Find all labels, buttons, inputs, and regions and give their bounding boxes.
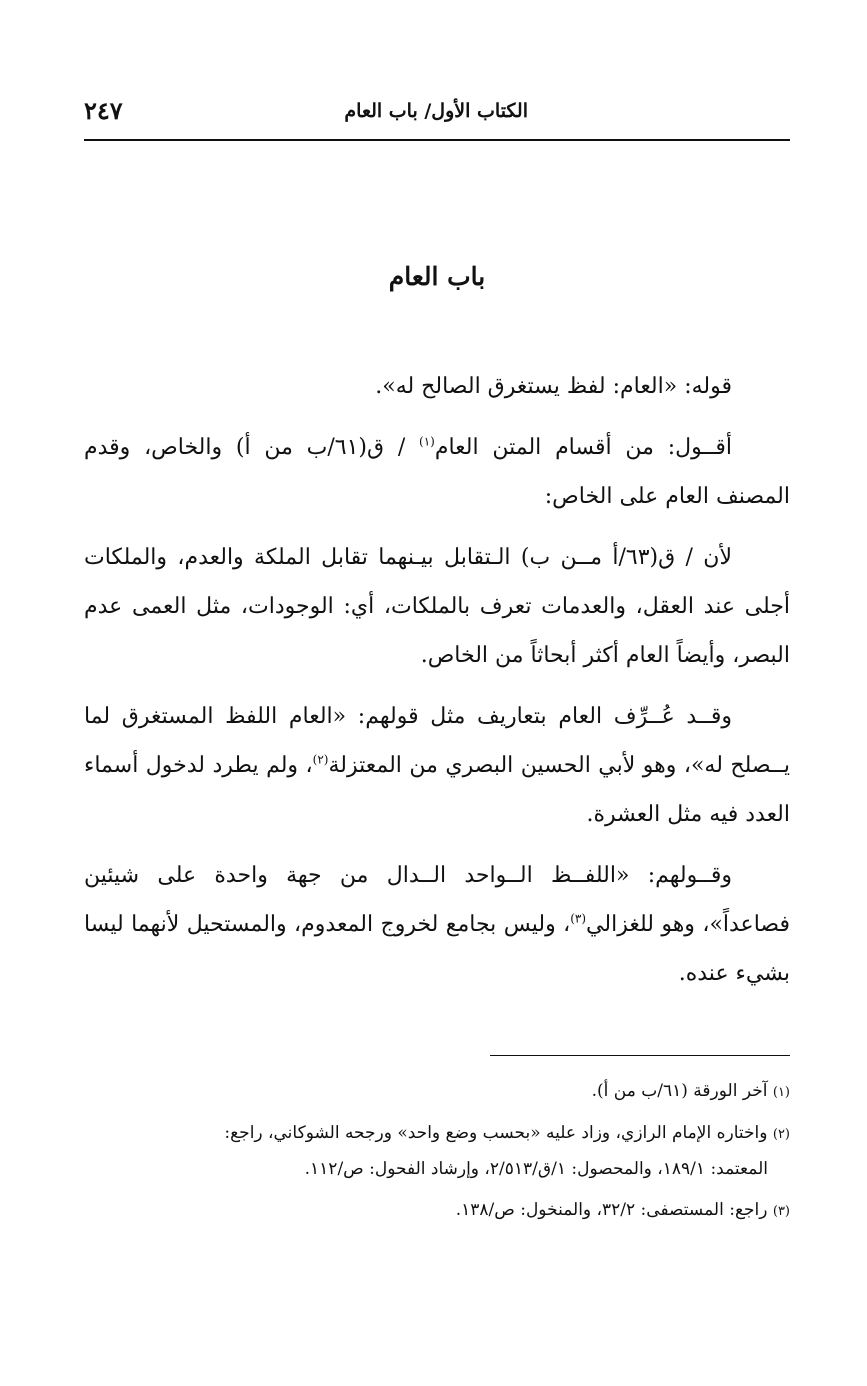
paragraph-1 (84, 423, 790, 521)
paragraph-4-text: وقــولهم: «اللفــظ الــواحد الــدال من جهة واحدة على شيئين فصاعداً»، وهو للغزالي (84, 863, 790, 937)
footnote-text: راجع: المستصفى: ٣٢/٢، والمنخول: ص/١٣٨. (455, 1200, 773, 1220)
paragraph-4-text-cont: ، وليس بجامع لخروج المعدوم، والمستحيل لأنهما ليسا بشيء عنده. (84, 912, 790, 986)
main-text (84, 362, 790, 998)
footnote-number: (١) (772, 1085, 790, 1100)
footnote-text: واختاره الإمام الرازي، وزاد عليه «بحسب وضع واحد» ورجحه الشوكاني، راجع: (224, 1123, 773, 1143)
paragraph-3-text-cont: ، ولم يطرد لدخول أسماء العدد فيه مثل العشرة. (84, 753, 790, 827)
footnotes (84, 1074, 790, 1235)
footnote-text: آخر الورقة (٦١/ب من أ). (591, 1081, 773, 1101)
paragraph-3-text: وقــد عُــرِّف العام بتعاريف مثل قولهم: «العام اللفظ المستغرق لما يــصلح له»، وهو لأبي الحسين البصري من المعتزلة (84, 704, 790, 778)
footnote-3 (84, 1193, 790, 1229)
footnote-1 (84, 1074, 790, 1110)
running-title: الكتاب الأول/ باب العام (344, 100, 528, 122)
footnote-rule (490, 1055, 790, 1056)
footnote-ref-2: (٢) (312, 752, 329, 767)
footnote-text: المعتمد: ١٨٩/١، والمحصول: ١/ق/٢/٥١٣، وإرشاد الفحول: ص/١١٢. (304, 1159, 768, 1179)
page-number: ٢٤٧ (84, 96, 123, 125)
footnote-ref-3: (٣) (570, 911, 587, 926)
header-rule (84, 139, 790, 141)
paragraph-3 (84, 692, 790, 839)
paragraph-1-text-cont: / ق(٦١/ب من أ) والخاص، وقدم المصنف العام على الخاص: (84, 435, 790, 509)
paragraph-4 (84, 851, 790, 998)
chapter-title: باب العام (388, 262, 486, 291)
footnote-number: (٣) (772, 1204, 790, 1219)
paragraph-1-text: أقــول: من أقسام المتن العام (434, 435, 732, 460)
footnote-number: (٢) (772, 1127, 790, 1142)
paragraph-quote: قوله: «العام: لفظ يستغرق الصالح له». (375, 374, 732, 399)
page-header (84, 96, 790, 134)
paragraph-2: لأن / ق(٦٣/أ مــن ب) الـتقابل بيـنهما تقابل الملكة والعدم، والملكات أجلى عند العقل، والعدمات تعرف بالملكات، أي: الوجودات، مثل العمى عدم البصر، وأيضاً العام أكثر أبحاثاً من الخاص. (84, 545, 790, 668)
footnote-2-continuation (84, 1152, 790, 1187)
footnote-ref-1: (١) (419, 434, 435, 449)
footnote-2 (84, 1116, 790, 1152)
